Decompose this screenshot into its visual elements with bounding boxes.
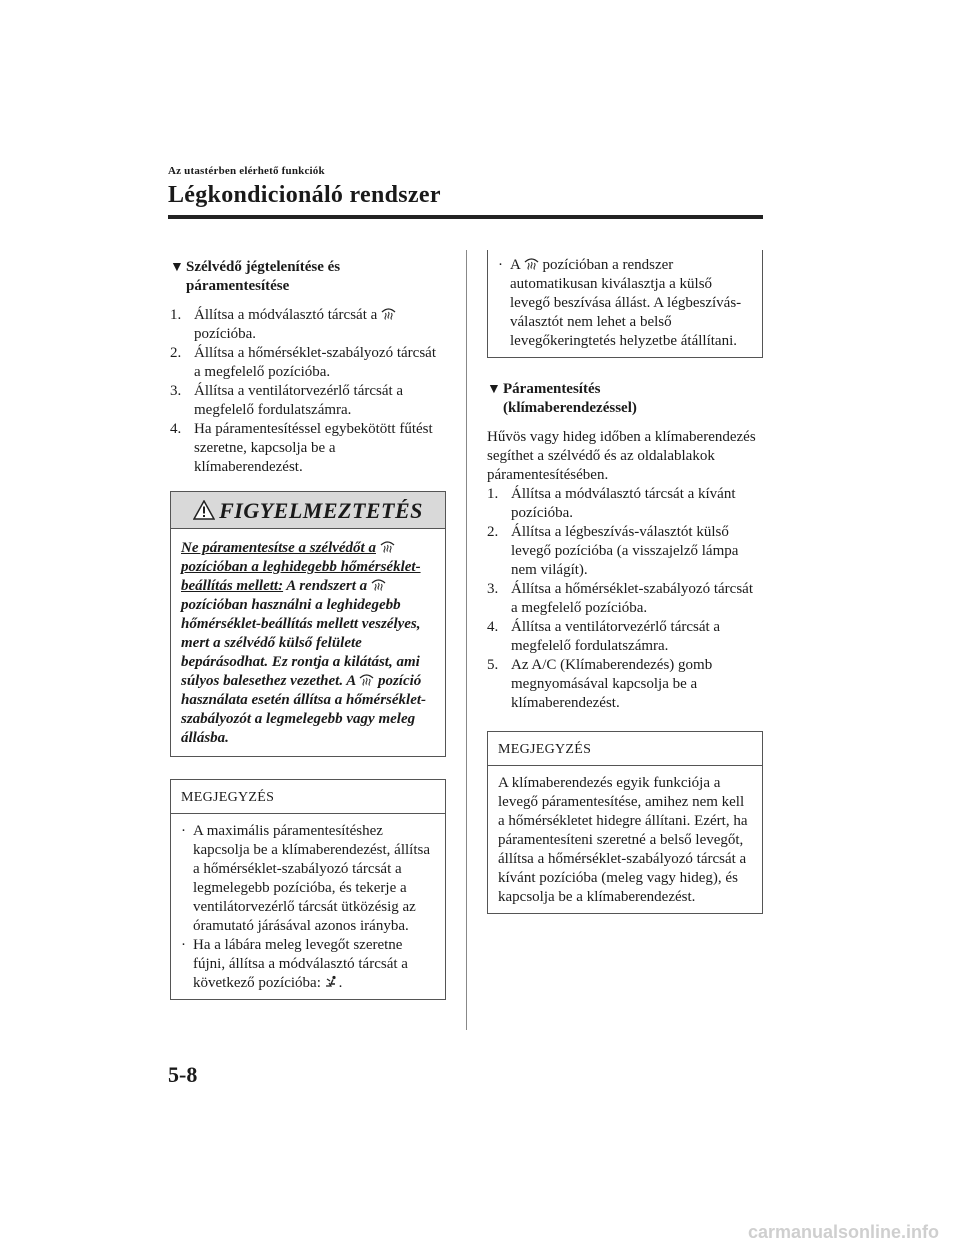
list-item: 2. Állítsa a hőmérséklet-szabályozó tárcsát a megfelelő pozícióba. [170,345,436,380]
note-title: MEGJEGYZÉS [171,780,445,814]
windshield-defrost-icon [381,307,396,320]
warning-header: FIGYELMEZTETÉS [171,492,445,529]
list-item: · A maximális páramentesítéshez kapcsolja be a klímaberendezést, állítsa a hőmérséklet-szabályozó tárcsát a legmelegebb pozícióba, és tekerje a ventilátorvezérlő tárcsát ütközésig az óramutató járásával azonos irányba. [181,823,430,934]
right-column [487,250,763,914]
column-divider [466,250,467,1030]
warning-triangle-icon [193,500,215,520]
header-rule [168,215,763,219]
chapter-title: Légkondicionáló rendszer [168,182,441,208]
dehumidify-steps [487,485,763,713]
windshield-defrost-icon [380,540,395,553]
left-column [170,258,446,1000]
intro-text: Hűvös vagy hideg időben a klímaberendezés segíthet a szélvédő és az oldalablakok páramentesítésében. [487,429,756,483]
list-item: 1. Állítsa a módválasztó tárcsát a pozícióba. [170,306,446,344]
windshield-defrost-icon [524,257,539,270]
windshield-defrost-icon [371,578,386,591]
note-box-top [487,250,763,358]
page-number: 5-8 [168,1062,198,1087]
section-heading-dehumidify: ▼ Páramentesítés (klímaberendezéssel) [487,381,637,416]
section-heading-defrost: ▼ Szélvédő jégtelenítése és páramentesítése [170,259,341,294]
triangle-down-icon: ▼ [170,260,184,275]
warning-body: Ne páramentesítse a szélvédőt a pozícióban a leghidegebb hőmérséklet-beállítás mellett: A rendszert a pozícióban használni a leghidegebb hőmérséklet-beállítás mellett veszélyes, mert a szélvédő külső felülete bepárásodhat. Ez rontja a kilátást, ami súlyos balesethez vezethet. A pozíció használata esetén állítsa a hőmérséklet-szabályozót a legmelegebb vagy meleg állásba. [181,540,427,746]
note-body [171,814,445,999]
section-label: Az utastérben elérhető funkciók [168,165,325,177]
triangle-down-icon: ▼ [487,382,501,397]
list-item: 3. Állítsa a hőmérséklet-szabályozó tárcsát a megfelelő pozícióba. [487,581,753,616]
list-item: 2. Állítsa a légbeszívás-választót külső levegő pozícióba (a visszajelző lámpa nem világít). [487,524,739,578]
note-box-left [170,779,446,1000]
watermark: carmanualsonline.info [748,1222,940,1242]
list-item: 3. Állítsa a ventilátorvezérlő tárcsát a megfelelő fordulatszámra. [170,383,404,418]
list-item: · A pozícióban a rendszer automatikusan kiválasztja a külső levegő beszívása állást. A légbeszívás-választót nem lehet a belső levegőkeringtetés helyzetbe átállítani. [498,257,742,349]
note-title: MEGJEGYZÉS [488,732,762,766]
list-item: · Ha a lábára meleg levegőt szeretne fújni, állítsa a módválasztó tárcsát a következő pozícióba: . [181,937,408,991]
list-item: 4. Állítsa a ventilátorvezérlő tárcsát a megfelelő fordulatszámra. [487,619,721,654]
windshield-defrost-icon [359,673,374,686]
list-item: 1. Állítsa a módválasztó tárcsát a kívánt pozícióba. [487,486,736,521]
list-item: 4. Ha páramentesítéssel egybekötött fűtést szeretne, kapcsolja be a klímaberendezést. [170,421,433,475]
note-box-right [487,731,763,914]
note-body: A klímaberendezés egyik funkciója a levegő páramentesítése, amihez nem kell a hőmérsékletet hidegre állítani. Ezért, ha páramentesíteni szeretné a belső levegőt, állítsa a hőmérséklet-szabályozó tárcsát a kívánt pozícióba (meleg vagy hideg), és kapcsolja be a klímaberendezést. [498,775,748,905]
list-item: 5. Az A/C (Klímaberendezés) gomb megnyomásával kapcsolja be a klímaberendezést. [487,657,713,711]
warning-box [170,491,446,757]
floor-defrost-icon [325,975,339,988]
defrost-steps [170,306,446,477]
